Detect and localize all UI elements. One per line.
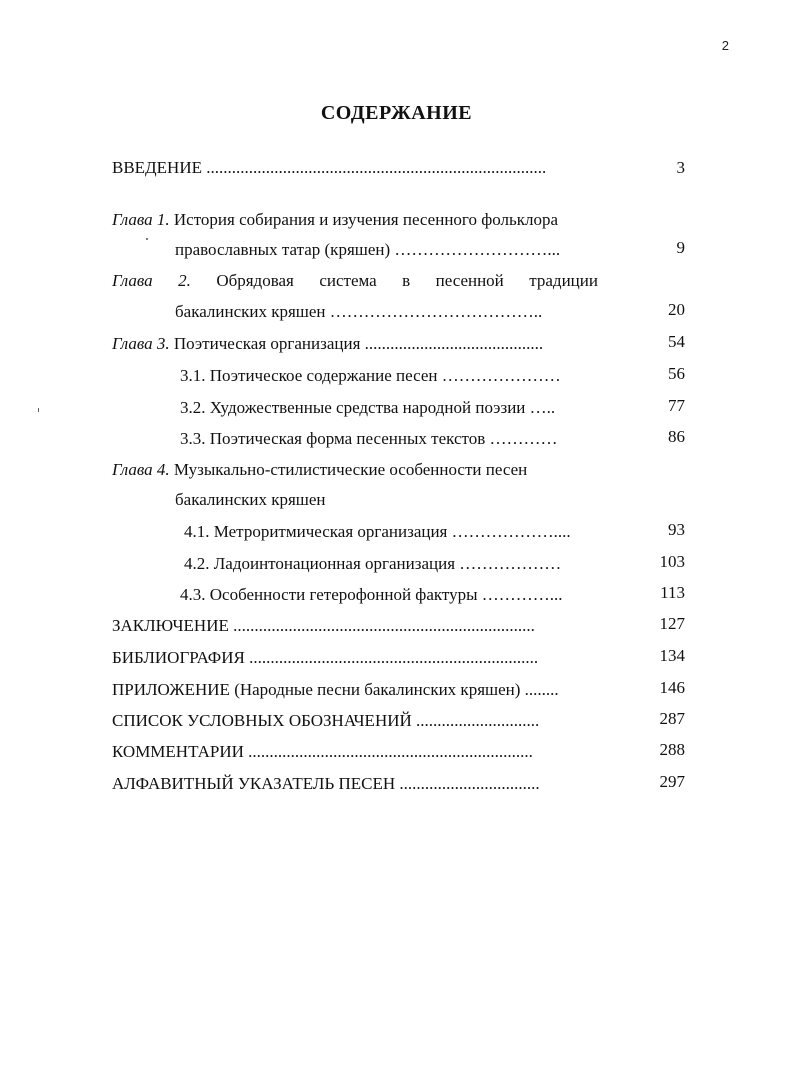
toc-song-index-page: 297 — [659, 772, 685, 791]
toc-section-3-1[interactable]: 3.1. Поэтическое содержание песен ………………… — [180, 366, 561, 385]
toc-abbreviations[interactable]: СПИСОК УСЛОВНЫХ ОБОЗНАЧЕНИЙ ............................. — [112, 711, 540, 730]
toc-song-index[interactable]: АЛФАВИТНЫЙ УКАЗАТЕЛЬ ПЕСЕН ................................. — [112, 774, 540, 793]
toc-section-4-1[interactable]: 4.1. Метроритмическая организация ……………….... — [184, 522, 571, 541]
chapter-1-title: История собирания и изучения песенного фольклора — [169, 210, 559, 229]
toc-section-4-2-page: 103 — [659, 552, 685, 571]
toc-section-3-1-page: 56 — [668, 364, 685, 383]
chapter-4-title: Музыкально-стилистические особенности песен — [169, 460, 528, 479]
toc-section-3-3-page: 86 — [668, 427, 685, 446]
toc-chapter-1-page: 9 — [676, 238, 685, 257]
toc-chapter-4[interactable] — [112, 460, 527, 480]
chapter-2-word: система — [319, 271, 377, 290]
chapter-2-word: в — [402, 271, 411, 290]
chapter-4-label: Глава 4. — [112, 460, 170, 479]
toc-chapter-3[interactable] — [112, 334, 543, 354]
chapter-3-title: Поэтическая организация .......................................... — [169, 334, 544, 353]
page-number: 2 — [721, 38, 729, 53]
toc-chapter-2[interactable] — [112, 271, 598, 291]
toc-bibliography[interactable]: БИБЛИОГРАФИЯ .................................................................... — [112, 648, 539, 667]
chapter-2-word: 2. — [178, 271, 191, 290]
toc-section-4-2[interactable]: 4.2. Ладоинтонационная организация ……………… — [184, 554, 562, 573]
toc-appendix[interactable]: ПРИЛОЖЕНИЕ (Народные песни бакалинских кряшен) ........ — [112, 680, 559, 699]
toc-chapter-4-cont[interactable]: бакалинских кряшен — [175, 490, 326, 509]
toc-chapter-2-cont[interactable]: бакалинских кряшен ……………………………….. — [175, 302, 543, 321]
chapter-2-word: песенной — [435, 271, 504, 290]
toc-comments-page: 288 — [659, 740, 685, 759]
toc-section-4-3-page: 113 — [660, 583, 685, 602]
chapter-2-word: Глава — [112, 271, 153, 290]
chapter-1-label: Глава 1. — [112, 210, 170, 229]
chapter-2-word: традиции — [529, 271, 598, 290]
toc-bibliography-page: 134 — [659, 646, 685, 665]
scan-speck — [146, 238, 148, 240]
toc-chapter-3-page: 54 — [668, 332, 685, 351]
toc-section-3-2-page: 77 — [668, 396, 685, 415]
toc-section-4-3[interactable]: 4.3. Особенности гетерофонной фактуры …………... — [180, 585, 563, 604]
toc-chapter-1-cont[interactable]: православных татар (кряшен) ………………………... — [175, 240, 561, 259]
scan-speck — [38, 408, 39, 412]
toc-appendix-page: 146 — [659, 678, 685, 697]
toc-section-4-1-page: 93 — [668, 520, 685, 539]
toc-conclusion-page: 127 — [659, 614, 685, 633]
toc-abbreviations-page: 287 — [659, 709, 685, 728]
toc-conclusion[interactable]: ЗАКЛЮЧЕНИЕ ....................................................................... — [112, 616, 535, 635]
chapter-2-word: Обрядовая — [216, 271, 294, 290]
toc-comments[interactable]: КОММЕНТАРИИ ................................................................... — [112, 742, 533, 761]
toc-section-3-3[interactable]: 3.3. Поэтическая форма песенных текстов ………… — [180, 429, 558, 448]
toc-chapter-2-page: 20 — [668, 300, 685, 319]
toc-chapter-1[interactable] — [112, 210, 558, 230]
toc-section-3-2[interactable]: 3.2. Художественные средства народной поэзии ….. — [180, 398, 556, 417]
toc-intro[interactable]: ВВЕДЕНИЕ ................................................................................ — [112, 158, 547, 177]
toc-intro-page: 3 — [676, 158, 685, 177]
chapter-3-label: Глава 3. — [112, 334, 170, 353]
page-title: СОДЕРЖАНИЕ — [320, 102, 473, 124]
